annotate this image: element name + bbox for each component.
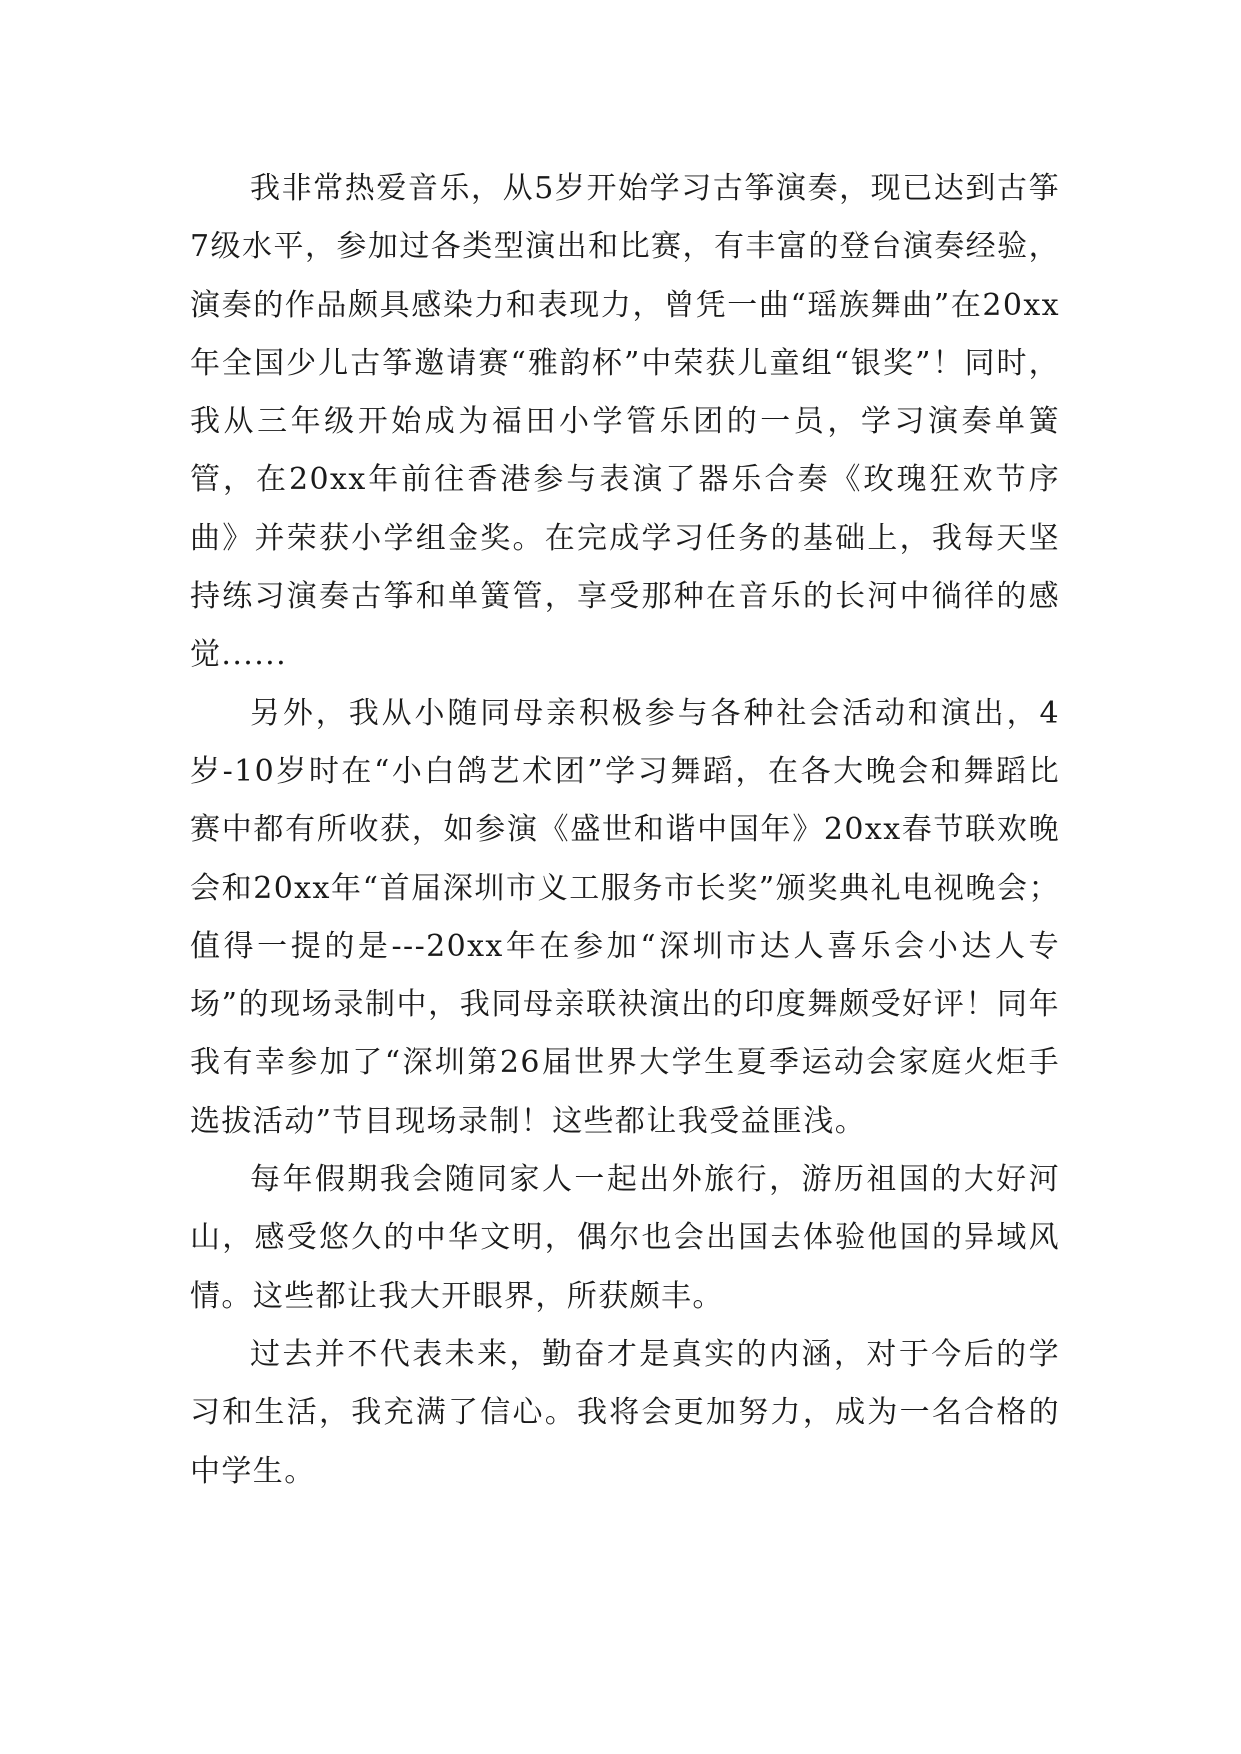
paragraph-travel: 每年假期我会随同家人一起出外旅行，游历祖国的大好河山，感受悠久的中华文明，偶尔也会出国去体验他国的异域风情。这些都让我大开眼界，所获颇丰。 — [190, 1162, 1060, 1314]
document-body — [190, 160, 1060, 1501]
paragraph-music: 我非常热爱音乐，从5岁开始学习古筝演奏，现已达到古筝7级水平，参加过各类型演出和比赛，有丰富的登台演奏经验，演奏的作品颇具感染力和表现力，曾凭一曲“瑶族舞曲”在20xx年全国少儿古筝邀请赛“雅韵杯”中荣获儿童组“银奖”！同时，我从三年级开始成为福田小学管乐团的一员，学习演奏单簧管，在20xx年前往香港参与表演了器乐合奏《玫瑰狂欢节序曲》并荣获小学组金奖。在完成学习任务的基础上，我每天坚持练习演奏古筝和单簧管，享受那种在音乐的长河中徜徉的感觉...... — [190, 171, 1060, 673]
paragraph-activities: 另外，我从小随同母亲积极参与各种社会活动和演出，4岁-10岁时在“小白鸽艺术团”学习舞蹈，在各大晚会和舞蹈比赛中都有所收获，如参演《盛世和谐中国年》20xx春节联欢晚会和20xx年“首届深圳市义工服务市长奖”颁奖典礼电视晚会；值得一提的是---20xx年在参加“深圳市达人喜乐会小达人专场”的现场录制中，我同母亲联袂演出的印度舞颇受好评！同年我有幸参加了“深圳第26届世界大学生夏季运动会家庭火炬手选拔活动”节目现场录制！这些都让我受益匪浅。 — [190, 695, 1060, 1139]
paragraph-future: 过去并不代表未来，勤奋才是真实的内涵，对于今后的学习和生活，我充满了信心。我将会更加努力，成为一名合格的中学生。 — [190, 1336, 1060, 1489]
